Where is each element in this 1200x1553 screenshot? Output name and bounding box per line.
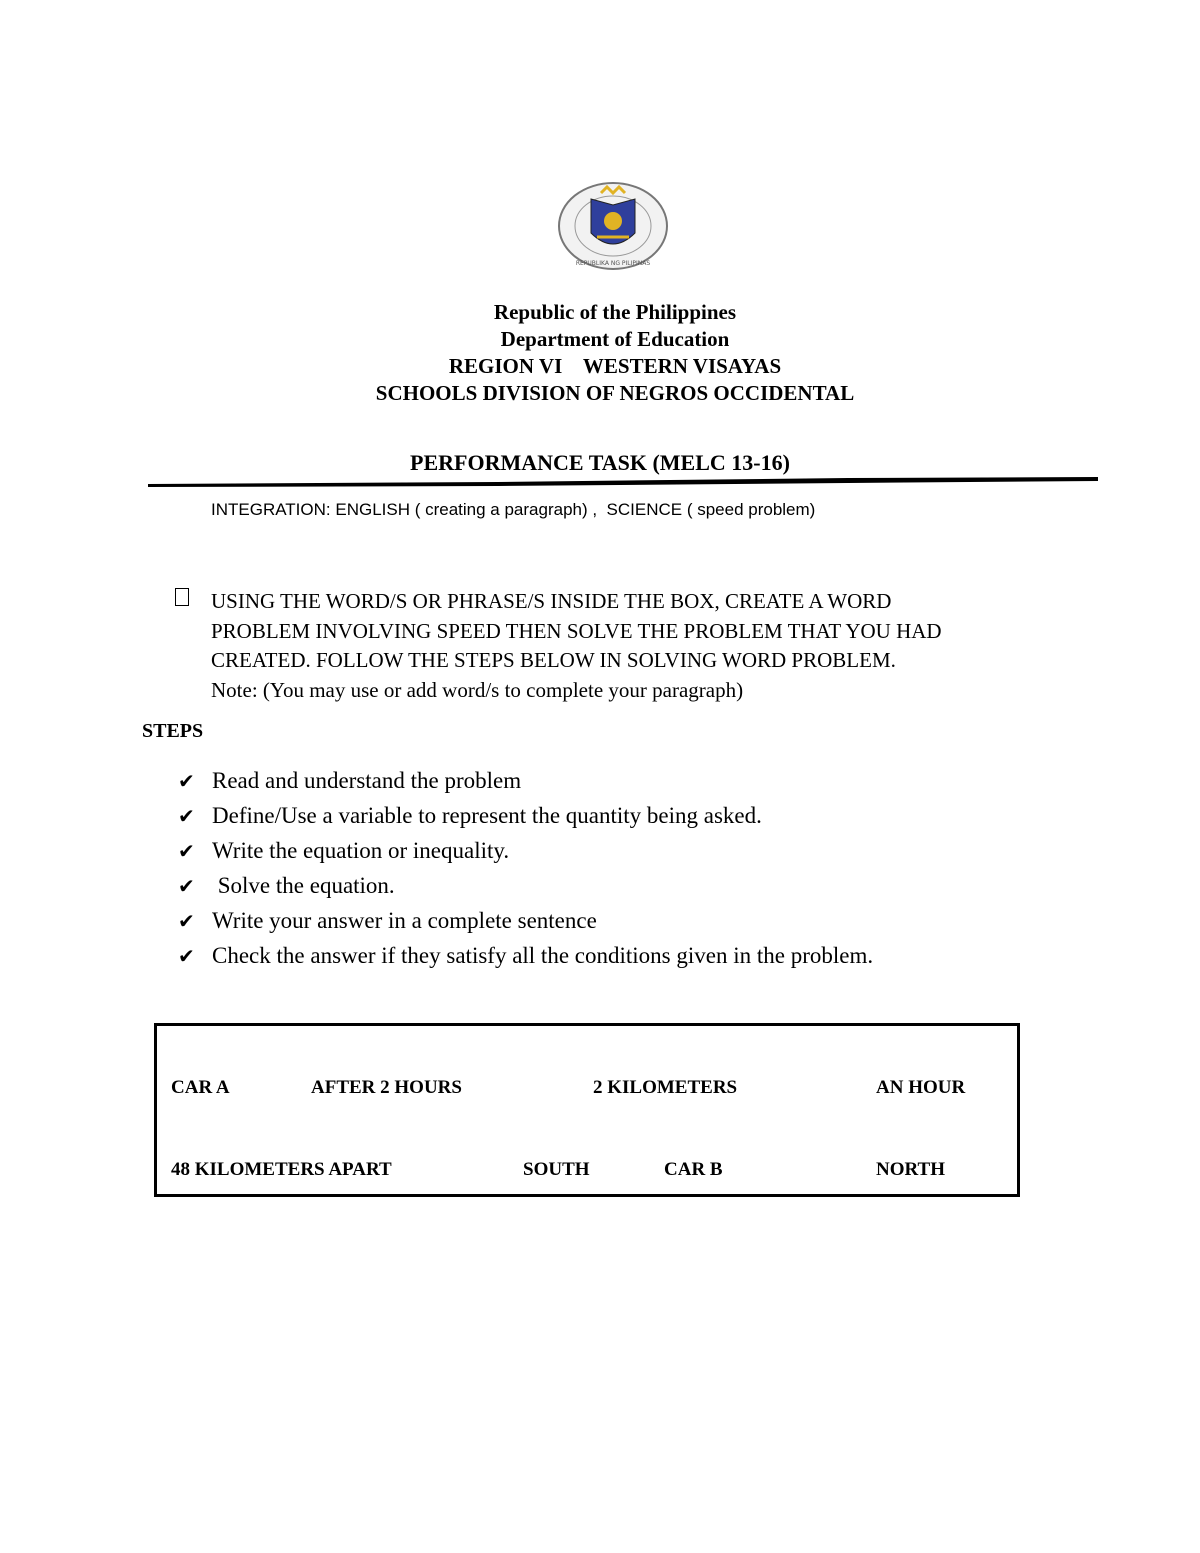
word-south: SOUTH — [523, 1159, 590, 1180]
word-car-a: CAR A — [171, 1077, 230, 1098]
check-icon: ✔ — [178, 768, 195, 793]
header-region: REGION VI WESTERN VISAYAS — [448, 354, 782, 378]
title-divider — [148, 474, 1098, 490]
instruction-line: PROBLEM INVOLVING SPEED THEN SOLVE THE PROBLEM THAT YOU HAD — [211, 618, 942, 643]
header-division: SCHOOLS DIVISION OF NEGROS OCCIDENTAL — [375, 381, 855, 405]
word-car-b: CAR B — [664, 1159, 723, 1180]
deped-seal-logo — [557, 181, 669, 271]
steps-list — [178, 763, 873, 973]
step-item — [178, 763, 873, 798]
instruction-bullet — [175, 588, 189, 606]
integration-line: INTEGRATION: ENGLISH ( creating a paragraph) , SCIENCE ( speed problem) — [211, 500, 816, 519]
word-an-hour: AN HOUR — [876, 1077, 966, 1098]
check-icon: ✔ — [178, 838, 195, 863]
instruction-line: CREATED. FOLLOW THE STEPS BELOW IN SOLVING WORD PROBLEM. — [211, 648, 896, 672]
word-48-kilometers-apart: 48 KILOMETERS APART — [171, 1159, 392, 1180]
word-north: NORTH — [876, 1159, 946, 1180]
check-icon: ✔ — [178, 803, 195, 828]
step-text: Write the equation or inequality. — [212, 837, 510, 863]
step-text: Solve the equation. — [212, 872, 395, 898]
word-after-2-hours: AFTER 2 HOURS — [311, 1077, 462, 1098]
check-icon: ✔ — [178, 908, 195, 933]
step-text: Define/Use a variable to represent the quantity being asked. — [212, 802, 762, 828]
step-item — [178, 903, 873, 938]
check-icon: ✔ — [178, 873, 195, 898]
step-text: Read and understand the problem — [212, 767, 522, 793]
step-item — [178, 833, 873, 868]
step-item — [178, 938, 873, 973]
instruction-note: Note: (You may use or add word/s to complete your paragraph) — [211, 677, 744, 702]
check-icon: ✔ — [178, 943, 195, 968]
header-department: Department of Education — [500, 327, 730, 351]
step-item — [178, 868, 873, 903]
instruction-block — [211, 587, 1071, 705]
step-item — [178, 798, 873, 833]
svg-text:REPUBLIKA NG PILIPINAS: REPUBLIKA NG PILIPINAS — [575, 260, 651, 267]
word-2-kilometers: 2 KILOMETERS — [593, 1077, 738, 1098]
word-box — [154, 1023, 1020, 1197]
step-text: Check the answer if they satisfy all the conditions given in the problem. — [212, 942, 874, 968]
header-republic: Republic of the Philippines — [493, 300, 737, 324]
page-title: PERFORMANCE TASK (MELC 13-16) — [410, 450, 790, 475]
steps-heading: STEPS — [142, 720, 204, 742]
step-text: Write your answer in a complete sentence — [212, 907, 597, 933]
instruction-line: USING THE WORD/S OR PHRASE/S INSIDE THE BOX, CREATE A WORD — [211, 589, 892, 613]
